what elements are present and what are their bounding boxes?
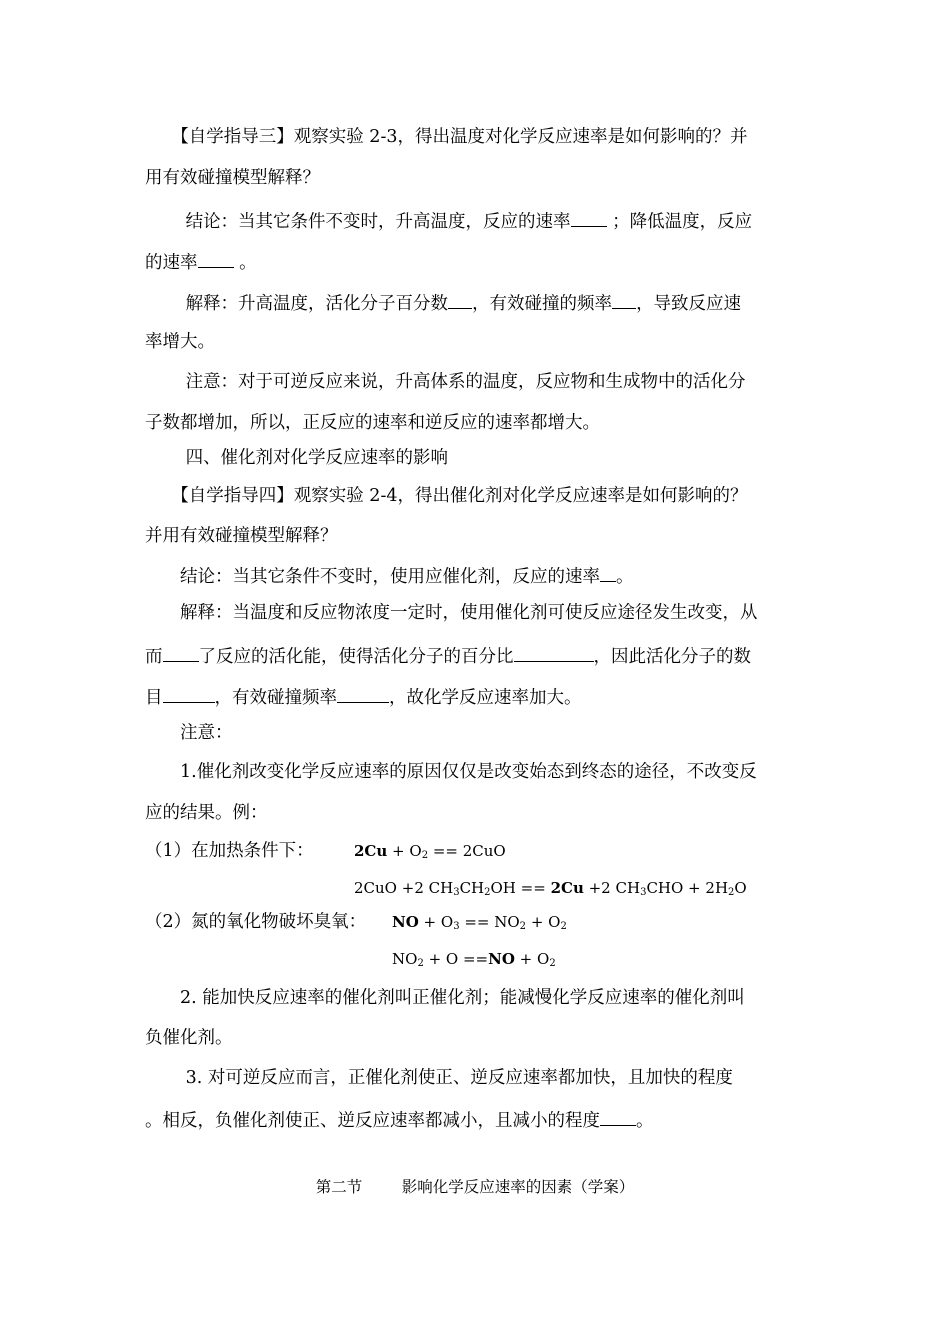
answer-blank[interactable]	[612, 290, 636, 309]
conclusion-line	[145, 563, 634, 588]
text: （2）氮的氧化物破坏臭氧：	[145, 912, 367, 932]
note-line	[145, 371, 746, 393]
text: ，因此活化分子的数	[593, 647, 751, 667]
section-name: 影响化学反应速率的因素（学案）	[401, 1178, 635, 1196]
text: 。相反，负催化剂使正、逆反应速率都减小，且减小的程度	[145, 1111, 600, 1131]
eq-sub: 3	[453, 887, 460, 898]
answer-blank[interactable]	[198, 249, 234, 268]
answer-blank[interactable]	[571, 208, 607, 227]
list-item	[145, 761, 757, 783]
text: 了反应的活化能，使得活化分子的百分比	[198, 647, 514, 667]
eq-sub: 2	[549, 958, 556, 969]
text: 率增大。	[145, 332, 215, 352]
eq-part: == 2CuO	[428, 842, 506, 860]
equation-line	[354, 877, 747, 904]
paragraph-line	[145, 249, 257, 274]
answer-blank[interactable]	[600, 1107, 636, 1126]
eq-part: CH	[459, 879, 485, 897]
text: ，有效碰撞的频率	[472, 294, 613, 314]
explanation-line	[145, 290, 741, 315]
section-title	[0, 1176, 950, 1198]
eq-part: 2Cu	[550, 879, 584, 897]
answer-blank[interactable]	[600, 563, 616, 582]
text: 注意：	[145, 723, 233, 743]
example-label	[145, 911, 366, 933]
eq-sub: 2	[560, 921, 567, 932]
paragraph-line	[145, 643, 751, 668]
eq-sub: 2	[417, 958, 424, 969]
equation-line	[392, 911, 567, 938]
note-heading	[145, 722, 233, 744]
text: 子数都增加，所以，正反应的速率和逆反应的速率都增大。	[145, 413, 600, 433]
text: 应的结果。例：	[145, 803, 268, 823]
text: 结论：当其它条件不变时，升高温度，反应的速率	[145, 212, 571, 232]
text: 的速率	[145, 253, 198, 273]
text: 注意：对于可逆反应来说，升高体系的温度，反应物和生成物中的活化分	[145, 372, 746, 392]
eq-part: + O	[418, 913, 454, 931]
paragraph-line	[145, 126, 748, 148]
text: 1.催化剂改变化学反应速率的原因仅仅是改变始态到终态的途径，不改变反	[145, 762, 757, 782]
paragraph-line	[145, 485, 748, 507]
text: （1）在加热条件下：	[145, 841, 314, 861]
paragraph-line	[145, 1027, 233, 1049]
text: 3. 对可逆反应而言，正催化剂使正、逆反应速率都加快，且加快的程度	[145, 1068, 733, 1088]
eq-sub: 3	[640, 887, 647, 898]
text: 。	[636, 1111, 654, 1131]
eq-part: O	[734, 879, 747, 897]
eq-sub: 2	[728, 887, 735, 898]
answer-blank[interactable]	[163, 643, 199, 662]
text: 。	[616, 567, 634, 587]
paragraph-line	[145, 684, 582, 709]
eq-part: OH ==	[490, 879, 551, 897]
text: 结论：当其它条件不变时，使用应催化剂，反应的速率	[145, 567, 600, 587]
eq-part: == NO	[459, 913, 520, 931]
paragraph-line	[145, 802, 268, 824]
text: 解释：升高温度，活化分子百分数	[145, 294, 449, 314]
text: 【自学指导三】观察实验 2-3，得出温度对化学反应速率是如何影响的？并	[145, 127, 748, 147]
equation-line	[354, 840, 506, 867]
answer-blank[interactable]	[448, 290, 472, 309]
conclusion-line	[145, 208, 752, 233]
text: ，导致反应速	[636, 294, 742, 314]
list-item	[145, 987, 745, 1009]
eq-part: + O ==	[423, 950, 489, 968]
eq-sub: 2	[421, 850, 429, 861]
text: ，有效碰撞频率	[214, 688, 337, 708]
text: ，故化学反应速率加大。	[389, 688, 582, 708]
text: 用有效碰撞模型解释？	[145, 168, 320, 188]
paragraph-line	[145, 331, 215, 353]
text: ；降低温度，反应	[612, 212, 753, 232]
eq-part: 2Cu	[354, 842, 388, 860]
text: 并用有效碰撞模型解释？	[145, 526, 338, 546]
text: 解释：当温度和反应物浓度一定时，使用催化剂可使反应途径发生改变，从	[145, 603, 758, 623]
explanation-line	[145, 602, 758, 624]
eq-part: + O	[387, 842, 422, 860]
text: 目	[145, 688, 163, 708]
list-item	[145, 1067, 733, 1089]
eq-part: NO	[488, 950, 515, 968]
eq-sub: 2	[519, 921, 527, 932]
text: 【自学指导四】观察实验 2-4，得出催化剂对化学反应速率是如何影响的？	[145, 486, 748, 506]
text: 四、催化剂对化学反应速率的影响	[145, 448, 449, 468]
eq-part: NO	[392, 950, 418, 968]
eq-sub: 2	[484, 887, 491, 898]
text: 而	[145, 647, 163, 667]
eq-part: CHO + 2H	[646, 879, 729, 897]
eq-part: NO	[392, 913, 419, 931]
paragraph-line	[145, 525, 338, 547]
paragraph-line	[145, 412, 600, 434]
eq-part: 2CuO +2 CH	[354, 879, 454, 897]
text: 。	[239, 253, 257, 273]
equation-line	[392, 948, 556, 975]
eq-sub: 3	[453, 921, 460, 932]
section-heading	[145, 447, 448, 469]
text: 负催化剂。	[145, 1028, 233, 1048]
text: 2. 能加快反应速率的催化剂叫正催化剂；能减慢化学反应速率的催化剂叫	[145, 988, 745, 1008]
eq-part: + O	[514, 950, 550, 968]
answer-blank[interactable]	[337, 684, 389, 703]
example-label	[145, 840, 314, 862]
answer-blank[interactable]	[163, 684, 215, 703]
paragraph-line	[145, 167, 320, 189]
answer-blank[interactable]	[514, 643, 594, 662]
eq-part: +2 CH	[583, 879, 641, 897]
eq-part: + O	[526, 913, 561, 931]
paragraph-line	[145, 1107, 654, 1132]
section-number: 第二节	[315, 1178, 363, 1196]
